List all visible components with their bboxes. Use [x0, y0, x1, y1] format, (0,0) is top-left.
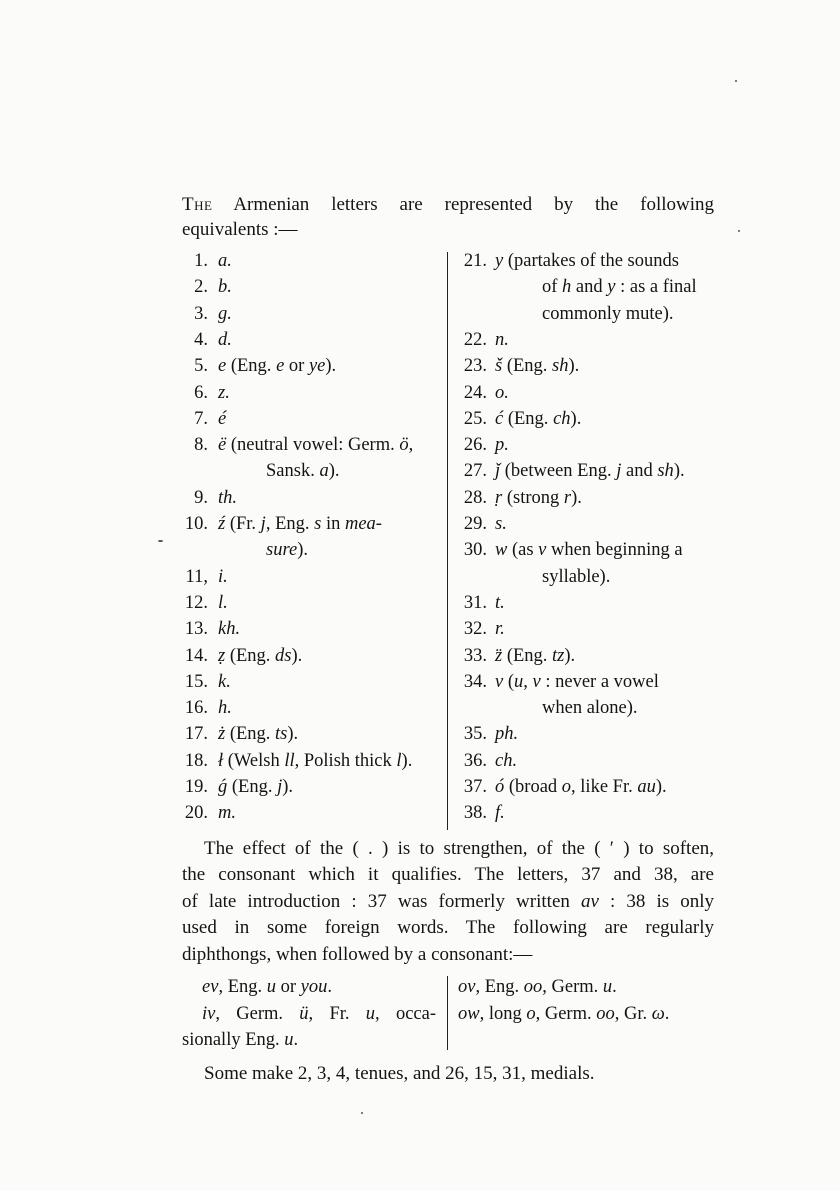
letter-equivalent: ó (broad o, like Fr. au).	[495, 777, 667, 797]
letter-equivalent: ć (Eng. ch).	[495, 408, 582, 429]
letter-number: 8.	[194, 435, 208, 456]
letter-equivalent: d.	[218, 329, 232, 350]
effect-paragraph	[182, 836, 714, 968]
closing-line: Some make 2, 3, 4, tenues, and 26, 15, 31, medials.	[204, 1063, 595, 1084]
letter-equivalent: p.	[495, 435, 509, 456]
letter-entry-continuation: Sansk. a).	[266, 461, 340, 482]
letter-number: 25.	[463, 408, 487, 429]
letter-equivalent: e (Eng. e or ye).	[218, 356, 337, 377]
letter-number: 22.	[463, 329, 487, 350]
letter-number: 2.	[194, 277, 208, 298]
letter-number: 20.	[184, 803, 208, 824]
diphthong-line: ov, Eng. oo, Germ. u.	[458, 977, 617, 997]
letter-equivalent: ṛ (strong r).	[495, 487, 582, 508]
letter-equivalent: th.	[218, 487, 238, 508]
letter-equivalent: ź (Fr. j, Eng. s in mea-	[218, 514, 382, 534]
letter-equivalent: v (u, v : never a vowel	[495, 671, 659, 692]
letter-number: 21.	[463, 251, 487, 271]
letter-number: 18.	[184, 750, 208, 771]
letter-equivalent: ẓ (Eng. ds).	[218, 645, 303, 666]
letter-number: 4.	[194, 329, 208, 350]
letter-equivalent: g.	[218, 303, 232, 324]
letter-equivalent: i.	[218, 566, 228, 587]
letter-equivalent: k.	[218, 671, 231, 692]
page-speck	[361, 1112, 363, 1114]
page-speck	[738, 230, 740, 232]
letter-equivalent: t.	[495, 592, 505, 613]
letter-number: 27.	[463, 461, 487, 482]
letter-number: 19.	[184, 777, 208, 797]
letter-equivalent: f.	[495, 803, 505, 824]
letter-number: 23.	[463, 356, 487, 377]
letter-equivalent: ch.	[495, 750, 518, 771]
effect-line: The effect of the ( . ) is to strengthen, of the ( ′ ) to soften,	[204, 838, 714, 859]
intro-line-1	[182, 192, 714, 217]
letter-number: 6.	[194, 382, 208, 403]
letter-equivalent: m.	[218, 803, 236, 824]
letter-equivalent: o.	[495, 382, 509, 403]
page-speck	[735, 80, 737, 82]
letter-equivalent: š (Eng. sh).	[495, 356, 580, 377]
letter-number: 31.	[463, 592, 487, 613]
letter-number: 15.	[184, 671, 208, 692]
letter-number: 5.	[194, 356, 208, 377]
letter-equivalent: ph.	[495, 724, 519, 745]
letter-number: 36.	[463, 750, 487, 771]
letter-number: 30.	[463, 540, 487, 561]
page-speck	[158, 540, 163, 542]
letter-number: 28.	[463, 487, 487, 508]
letter-equivalent: h.	[218, 698, 232, 719]
letter-equivalent: ł (Welsh ll, Polish thick l).	[218, 750, 413, 771]
letter-entry-continuation: when alone).	[542, 698, 638, 719]
effect-line: the consonant which it qualifies. The letters, 37 and 38, are	[182, 864, 714, 886]
diphthong-line: ow, long o, Germ. oo, Gr. ω.	[458, 1003, 670, 1024]
letter-equivalent: ë (neutral vowel: Germ. ö,	[218, 435, 414, 456]
letter-equivalent: y (partakes of the sounds	[495, 251, 679, 271]
letter-number: 29.	[463, 514, 487, 534]
letter-number: 33.	[463, 645, 487, 666]
letter-number: 38.	[463, 803, 487, 824]
letter-equivalent: z̈ (Eng. tz).	[495, 645, 576, 666]
diphthongs-left	[182, 974, 436, 1054]
effect-line: diphthongs, when followed by a consonant:—	[182, 943, 533, 965]
intro-line-2: equivalents :—	[182, 219, 298, 240]
letter-number: 13.	[184, 619, 208, 640]
letter-number: 9.	[194, 487, 208, 508]
letter-equivalent: b.	[218, 277, 232, 298]
letter-equivalent: kh.	[218, 619, 241, 640]
effect-line: of late introduction : 37 was formerly written av : 38 is only	[182, 890, 714, 912]
letter-equivalent: s.	[495, 514, 507, 534]
diphthongs-right	[458, 974, 714, 1027]
letter-equivalent: r.	[495, 619, 505, 640]
letter-number: 12.	[184, 592, 208, 613]
letter-number: 24.	[463, 382, 487, 403]
letter-equivalent: l.	[218, 592, 228, 613]
letter-equivalent: z.	[218, 382, 230, 403]
intro-paragraph	[182, 192, 714, 242]
letter-equivalent: ǰ (between Eng. j and sh).	[495, 461, 685, 482]
letter-number: 34.	[463, 671, 487, 692]
letter-number: 1.	[194, 251, 208, 271]
letter-entry-continuation: commonly mute).	[542, 303, 674, 324]
letter-equivalent: é	[218, 408, 227, 429]
letter-number: 37.	[463, 777, 487, 797]
drop-cap-word: The	[182, 194, 213, 215]
letter-entry-continuation: syllable).	[542, 566, 611, 587]
letter-number: 11,	[185, 566, 208, 587]
letter-number: 7.	[194, 408, 208, 429]
letter-number: 14.	[184, 645, 208, 666]
letter-equivalent: a.	[218, 251, 232, 271]
intro-line-1-text: Armenian letters are represented by the following	[233, 194, 715, 215]
diphthong-line: iv, Germ. ü, Fr. u, occa-	[202, 1003, 436, 1024]
letter-number: 26.	[463, 435, 487, 456]
letter-number: 10.	[184, 514, 208, 534]
letter-equivalent: ż (Eng. ts).	[218, 724, 299, 745]
letter-number: 3.	[194, 303, 208, 324]
letter-equivalent: ǵ (Eng. j).	[218, 777, 294, 797]
diphthong-line: ev, Eng. u or you.	[202, 977, 333, 997]
diphthong-divider	[447, 976, 448, 1050]
letter-equivalent: n.	[495, 329, 509, 350]
diphthong-line: sionally Eng. u.	[182, 1030, 299, 1050]
letter-entry-continuation: sure).	[266, 540, 308, 561]
letter-equivalent: w (as v when beginning a	[495, 540, 683, 561]
letter-number: 32.	[463, 619, 487, 640]
letter-entry-continuation: of h and y : as a final	[542, 277, 697, 298]
letter-number: 35.	[463, 724, 487, 745]
letter-number: 17.	[184, 724, 208, 745]
effect-line: used in some foreign words. The following are regularly	[182, 917, 714, 939]
letter-number: 16.	[184, 698, 208, 719]
